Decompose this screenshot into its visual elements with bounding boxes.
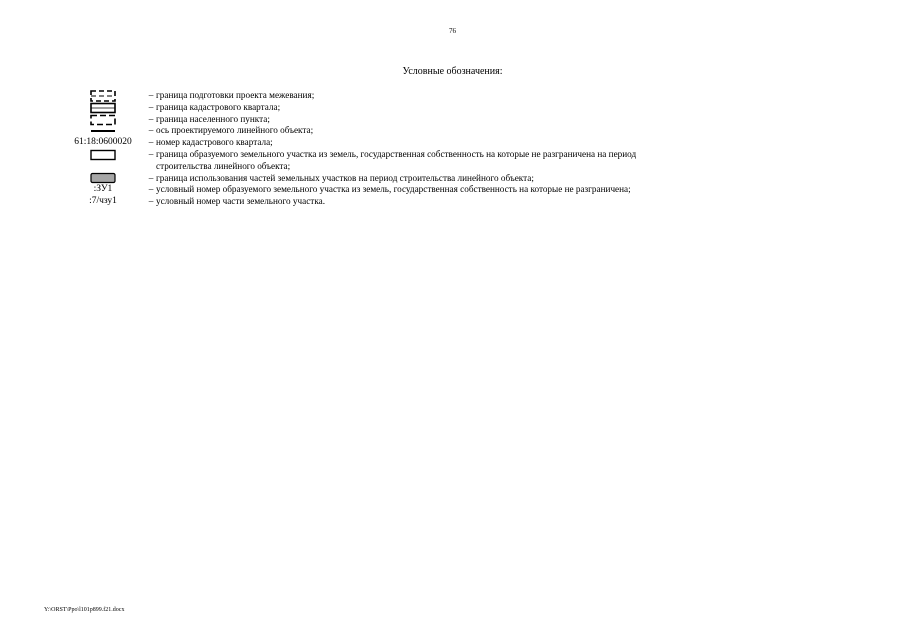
legend-text: граница подготовки проекта межевания;	[156, 90, 315, 100]
legend-dash: –	[148, 196, 154, 207]
legend-title: Условные обозначения:	[402, 66, 503, 77]
legend-dash: –	[148, 90, 154, 100]
page-number: 76	[449, 27, 456, 35]
legend-row-quarter-number	[60, 137, 760, 149]
legend-row-settlement	[60, 114, 760, 126]
dashed-box-icon	[60, 114, 146, 126]
legend-text: граница кадастрового квартала;	[156, 101, 281, 112]
plot-number-sample: :ЗУ1	[93, 184, 113, 195]
legend-text: номер кадастрового квартала;	[156, 137, 273, 148]
legend-dash: –	[148, 184, 154, 195]
file-path-footer: Y:\ORST\Ppo\l101p899.f21.docx	[44, 607, 125, 613]
thin-box-icon	[60, 149, 146, 161]
legend-text-line-1: граница образуемого земельного участка из земель, государственная собственность на которые не разграничена на период	[156, 148, 637, 159]
legend-text: граница использования частей земельных участков на период строительства линейного объекта;	[156, 172, 534, 183]
legend-row-part-number	[60, 196, 760, 208]
legend-row-plot-number	[60, 184, 760, 196]
dashed-double-box-icon	[60, 90, 146, 102]
legend-text: условный номер части земельного участка.	[156, 196, 326, 207]
legend-dash: –	[148, 137, 154, 148]
legend-text: граница населенного пункта;	[156, 113, 270, 124]
legend-row-cadastral-quarter	[60, 102, 760, 114]
legend-dash: –	[148, 101, 154, 112]
legend-dash: –	[148, 148, 154, 159]
legend-text	[156, 149, 760, 173]
solid-box-icon	[60, 102, 146, 114]
legend-text: ось проектируемого линейного объекта;	[156, 125, 314, 136]
legend-row-axis	[60, 125, 760, 137]
quarter-number-sample: 61:18:0600020	[74, 137, 132, 148]
legend-dash: –	[148, 113, 154, 124]
gray-box-icon	[60, 173, 146, 185]
legend-row-plot-parts	[60, 173, 760, 185]
legend-dash: –	[148, 125, 154, 136]
legend-row-survey-boundary	[60, 90, 760, 102]
legend-dash: –	[148, 172, 154, 183]
legend-row-formed-plot	[60, 149, 760, 173]
part-number-sample: :7/чзу1	[89, 196, 117, 207]
legend-text: условный номер образуемого земельного участка из земель, государственная собственность на которые не разграничена;	[156, 184, 631, 195]
legend-text-line-2: строительства линейного объекта;	[156, 160, 291, 171]
legend	[60, 90, 760, 208]
axis-line-icon	[60, 125, 146, 137]
